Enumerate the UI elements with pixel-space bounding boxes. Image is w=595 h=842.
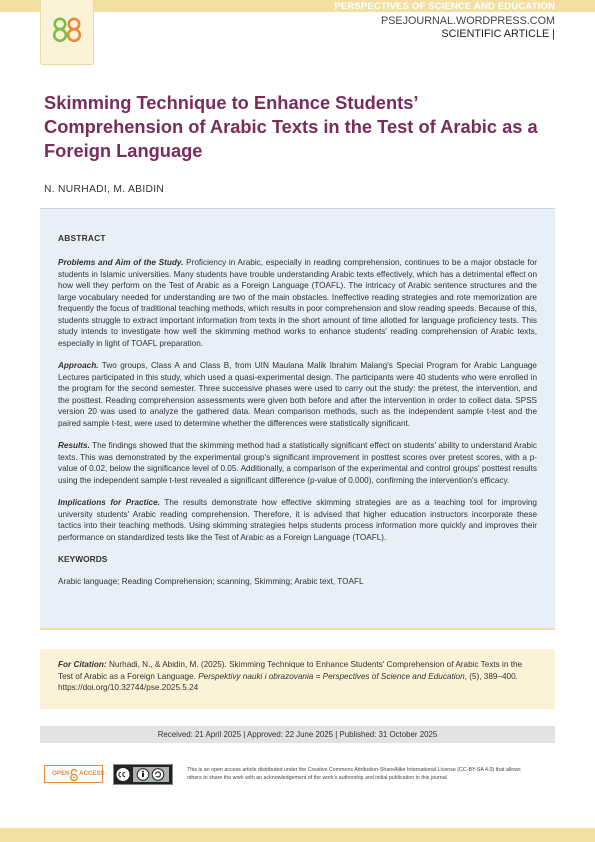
abstract-content	[58, 233, 537, 586]
license-text: This is an open access article distributed under the Creative Commons Attribution-ShareAlike International License (CC-BY-SA 4.0) that allows others to share the work with an acknowledgement of the work's authorship and initial publication in this journal	[187, 767, 521, 781]
keywords-list: Arabic language; Reading Comprehension; scanning, Skimming; Arabic text, TOAFL	[58, 577, 364, 586]
open-access-badge[interactable]	[44, 765, 103, 783]
citation-text	[58, 659, 528, 694]
citation-box	[40, 649, 555, 709]
section-label: Problems and Aim of the Study.	[58, 258, 184, 267]
journal-logo	[40, 0, 94, 65]
section-text: The results demonstrate how effective skimming strategies are as a teaching tool for improving university students' Arabic reading comprehension. Therefore, it is advised that higher education instructors incorporate these tactics into their teaching methods. Using skimming strategies helps students process information more quickly and improves their performance on standardized tests like the Test of Arabic as a Foreign Language (TOAFL).	[58, 498, 537, 542]
bottom-band	[0, 828, 595, 842]
abstract-approach	[58, 360, 537, 429]
abstract-heading: ABSTRACT	[58, 233, 106, 243]
citation-doi[interactable]: , (5), 389–400. https://doi.org/10.32744/pse.2025.5.24	[58, 671, 518, 693]
journal-url[interactable]: PSEJOURNAL.WORDPRESS.COM	[381, 15, 555, 27]
citation-journal: Perspektivy nauki i obrazovania = Perspectives of Science and Education	[198, 671, 465, 681]
section-text: Proficiency in Arabic, especially in reading comprehension, continues to be a major obstacle for students in Islamic universities. Many students have trouble understanding Arabic texts effectively, which has a detrimental effect on how well they perform on the Test of Arabic as a Foreign Language (TOAFL). The intricacy of Arabic sentence structures and the large vocabulary needed for understanding are two of the main obstacles. Ineffective reading strategies and rote memorization are frequently the focus of traditional teaching methods, which results in poor comprehension and slow reading speeds. Because of this, students struggle to extract important information from texts in the short amount of time allotted for language proficiency tests. This study intends to investigate how well the skimming method works to enhance students' reading comprehension of Arabic texts, especially in light of TOAFL preparation.	[58, 258, 537, 348]
publication-dates: Received: 21 April 2025 | Approved: 22 June 2025 | Published: 31 October 2025	[40, 726, 555, 743]
citation-label: For Citation:	[58, 660, 107, 669]
abstract-implications	[58, 497, 537, 543]
abstract-box	[40, 208, 555, 630]
keywords-heading: KEYWORDS	[58, 554, 108, 564]
open-access-lock-icon	[69, 768, 79, 782]
cc-license-badge[interactable]	[113, 764, 173, 785]
abstract-problems	[58, 257, 537, 349]
section-text: Two groups, Class A and Class B, from UIN Maulana Malik Ibrahim Malang's Special Program for Arabic Language Lectures participated in this study, which used a quasi-experimental design. The participants were 40 students who were enrolled in the program for the second semester. Three successive phases were used to carry out the study: the pretest, the intervention, and the posttest. Reading comprehension assessments were given both before and after the intervention in order to collect data. SPSS version 20 was used to analyze the gathered data. Mean comparison methods, such as the independent sample t-test and the paired sample t-test, were used to determine whether the differences were statistically significant.	[58, 361, 537, 428]
section-text: The findings showed that the skimming method had a statistically significant effect on students' ability to understand Arabic texts. This was demonstrated by the experimental group's significant improvement in posttest scores over pretest scores, with a p-value of 0.02, below the significance level of 0.05. Additionally, a comparison of the experimental and control groups' posttest results using the independent sample t-test revealed a significant difference (p-value of 0.000), confirming the intervention's efficacy.	[58, 441, 537, 485]
section-label: Implications for Practice.	[58, 498, 160, 507]
oa-access-label: ACCESS	[79, 770, 105, 777]
section-label: Approach.	[58, 361, 99, 370]
article-type: SCIENTIFIC ARTICLE |	[441, 28, 555, 40]
oa-open-label: OPEN	[52, 770, 70, 777]
section-label: Results.	[58, 441, 90, 450]
pse-logo-icon	[41, 0, 93, 60]
abstract-results	[58, 440, 537, 486]
cc-by-sa-icon	[114, 765, 172, 784]
citation-body: Nurhadi, N., & Abidin, M. (2025). Skimming Technique to Enhance Students' Comprehension of Arabic Texts in the Test of Arabic as a Foreign Language.	[58, 660, 523, 681]
article-title: Skimming Technique to Enhance Students’ Comprehension of Arabic Texts in the Test of Arabic as a Foreign Language	[44, 92, 538, 161]
authors: N. NURHADI, M. ABIDIN	[44, 184, 165, 195]
journal-name: PERSPECTIVES OF SCIENCE AND EDUCATION	[334, 1, 555, 12]
